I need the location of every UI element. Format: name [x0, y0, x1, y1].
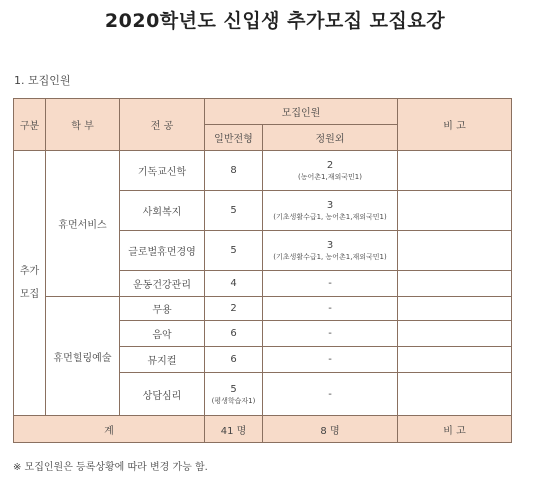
remarks-cell	[398, 373, 512, 416]
remarks-cell	[398, 321, 512, 347]
total-special: 8 명	[263, 416, 398, 443]
special-cell	[263, 271, 398, 297]
major-cell: 기독교신학	[120, 151, 205, 191]
regular-value: 6	[230, 354, 237, 365]
regular-note: (평생학습자1)	[211, 396, 256, 405]
major-cell: 뮤지컬	[120, 347, 205, 373]
major-cell: 운동건강관리	[120, 271, 205, 297]
regular-cell	[205, 231, 263, 271]
header-special: 정원외	[263, 125, 398, 151]
special-note: (농어촌1,재외국민1)	[298, 173, 362, 181]
major-cell: 상담심리	[120, 373, 205, 416]
header-remarks: 비 고	[398, 99, 512, 151]
special-value: -	[328, 354, 332, 365]
department-cell: 휴먼힐링예술	[46, 297, 120, 416]
regular-cell	[205, 297, 263, 321]
special-value: -	[328, 278, 332, 289]
header-major: 전 공	[120, 99, 205, 151]
regular-value: 6	[230, 328, 237, 339]
regular-value: 5	[230, 205, 237, 216]
category-cell	[14, 151, 46, 416]
regular-value: 5	[230, 383, 237, 395]
special-value: 3	[326, 240, 334, 251]
category-label: 추가 모집	[19, 266, 40, 300]
special-cell	[263, 347, 398, 373]
remarks-cell	[398, 231, 512, 271]
total-label: 계	[14, 416, 205, 443]
remarks-cell	[398, 347, 512, 373]
table-row	[14, 151, 512, 191]
remarks-cell	[398, 297, 512, 321]
regular-cell	[205, 373, 263, 416]
special-cell	[263, 151, 398, 191]
footnote: ※ 모집인원은 등록상황에 따라 변경 가능 함.	[13, 462, 208, 473]
regular-cell	[205, 321, 263, 347]
recruitment-table	[13, 98, 512, 443]
section-heading: 1. 모집인원	[14, 74, 71, 87]
header-regular: 일반전형	[205, 125, 263, 151]
special-cell	[263, 373, 398, 416]
remarks-cell	[398, 271, 512, 297]
regular-value: 4	[230, 278, 237, 289]
regular-cell	[205, 151, 263, 191]
special-value: 2	[326, 160, 334, 171]
table-row	[14, 297, 512, 321]
special-cell	[263, 321, 398, 347]
regular-value: 2	[230, 303, 237, 314]
total-remarks: 비 고	[398, 416, 512, 443]
special-note: (기초생활수급1, 농어촌1,재외국민1)	[273, 253, 387, 261]
total-row	[14, 416, 512, 443]
special-value: 3	[326, 200, 334, 211]
remarks-cell	[398, 191, 512, 231]
major-cell: 무용	[120, 297, 205, 321]
special-cell	[263, 231, 398, 271]
major-cell: 음악	[120, 321, 205, 347]
header-department: 학 부	[46, 99, 120, 151]
page-title: 2020학년도 신입생 추가모집 모집요강	[104, 10, 446, 32]
special-value: -	[328, 303, 332, 314]
regular-value: 5	[230, 245, 237, 256]
major-cell: 사회복지	[120, 191, 205, 231]
department-cell: 휴먼서비스	[46, 151, 120, 297]
regular-value: 8	[230, 165, 237, 176]
regular-cell	[205, 271, 263, 297]
header-quota: 모집인원	[205, 99, 398, 125]
major-cell: 글로벌휴먼경영	[120, 231, 205, 271]
special-cell	[263, 191, 398, 231]
regular-cell	[205, 347, 263, 373]
regular-cell	[205, 191, 263, 231]
header-category: 구분	[14, 99, 46, 151]
special-cell	[263, 297, 398, 321]
total-regular: 41 명	[205, 416, 263, 443]
special-value: -	[328, 388, 332, 400]
remarks-cell	[398, 151, 512, 191]
special-value: -	[328, 328, 332, 339]
special-note: (기초생활수급1, 농어촌1,재외국민1)	[273, 213, 387, 221]
